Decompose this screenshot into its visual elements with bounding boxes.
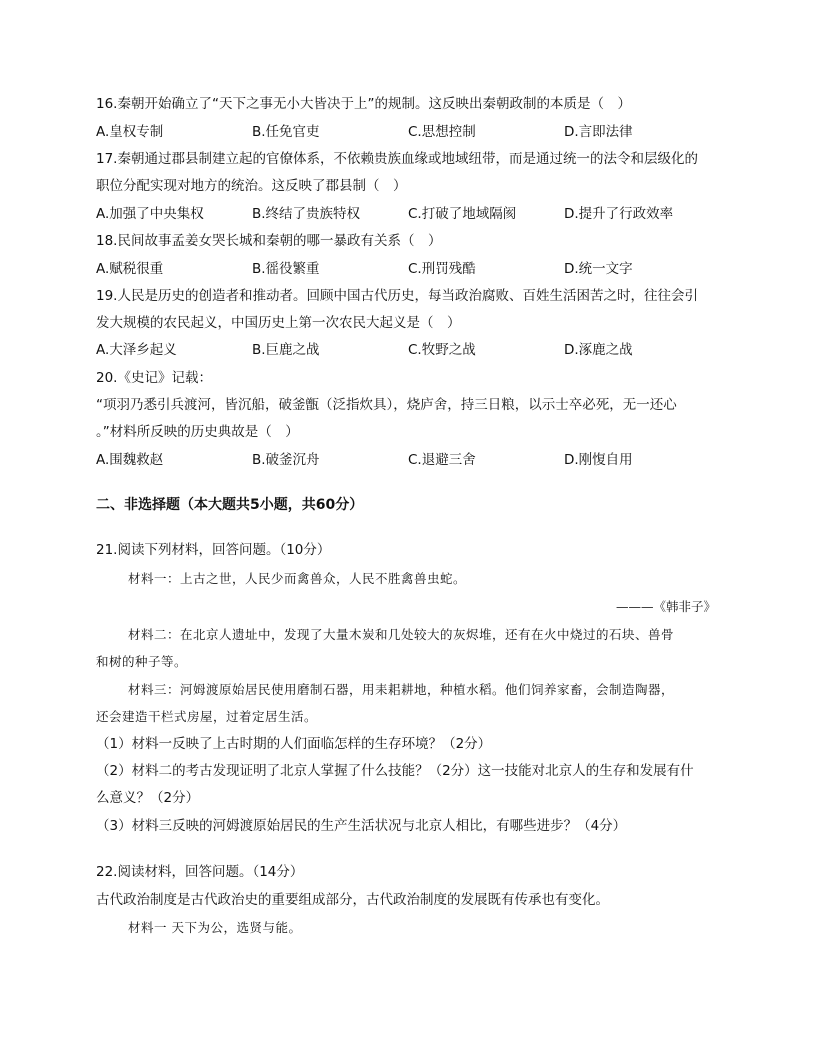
- q21-subquestion-1: （1）材料一反映了上古时期的人们面临怎样的生存环境？（2分）: [96, 736, 492, 752]
- q21-subquestion-3: （3）材料三反映的河姆渡原始居民的生产生活状况与北京人相比，有哪些进步？（4分）: [96, 818, 627, 834]
- q18-stem: 18.民间故事孟姜女哭长城和秦朝的哪一暴政有关系（ ）: [96, 233, 442, 249]
- q21-subquestion-2-line1: （2）材料二的考古发现证明了北京人掌握了什么技能？（2分）这一技能对北京人的生存和发展有什: [96, 763, 694, 779]
- q17-option-d[interactable]: D.提升了行政效率: [564, 206, 674, 222]
- q21-material-3-line2: 还会建造干栏式房屋，过着定居生活。: [96, 709, 318, 724]
- q21-material-1: 材料一：上古之世，人民少而禽兽众，人民不胜禽兽虫蛇。: [128, 571, 467, 586]
- q21-material-3-line1: 材料三：河姆渡原始居民使用磨制石器，用耒耜耕地，种植水稻。他们饲养家畜，会制造陶器，: [128, 682, 675, 697]
- q19-options: [96, 341, 716, 359]
- q19-option-c[interactable]: C.牧野之战: [408, 342, 476, 358]
- q16-option-a[interactable]: A.皇权专制: [96, 124, 164, 140]
- q19-option-d[interactable]: D.涿鹿之战: [564, 342, 633, 358]
- q20-stem-line1: 20.《史记》记载：: [96, 370, 212, 386]
- q19-stem-line1: 19.人民是历史的创造者和推动者。回顾中国古代历史，每当政治腐败、百姓生活困苦之时，往往会引: [96, 288, 698, 304]
- q18-option-a[interactable]: A.赋税很重: [96, 261, 164, 277]
- q16-option-b[interactable]: B.任免官吏: [252, 124, 320, 140]
- q16-option-c[interactable]: C.思想控制: [408, 124, 476, 140]
- q22-intro: 古代政治制度是古代政治史的重要组成部分，古代政治制度的发展既有传承也有变化。: [96, 892, 609, 908]
- q20-option-c[interactable]: C.退避三舍: [408, 452, 476, 468]
- q21-material-1-source: ———《韩非子》: [615, 599, 716, 614]
- q22-material-1: 材料一 天下为公，选贤与能。: [128, 920, 302, 935]
- q20-option-b[interactable]: B.破釜沉舟: [252, 452, 320, 468]
- q20-option-a[interactable]: A.围魏救赵: [96, 452, 164, 468]
- q21-stem: 21.阅读下列材料，回答问题。（10分）: [96, 542, 331, 558]
- q19-stem-line2: 发大规模的农民起义，中国历史上第一次农民大起义是（ ）: [96, 315, 461, 331]
- q20-options: [96, 451, 716, 469]
- q21-material-2-line2: 和树的种子等。: [96, 654, 188, 669]
- q17-option-b[interactable]: B.终结了贵族特权: [252, 206, 361, 222]
- q17-option-c[interactable]: C.打破了地域隔阂: [408, 206, 517, 222]
- q21-subquestion-2-line2: 么意义？（2分）: [96, 790, 200, 806]
- q22-stem: 22.阅读材料，回答问题。（14分）: [96, 864, 304, 880]
- q20-stem-line3: 。”材料所反映的历史典故是（ ）: [96, 424, 299, 440]
- q18-option-d[interactable]: D.统一文字: [564, 261, 633, 277]
- q20-stem-line2: “项羽乃悉引兵渡河，皆沉船，破釜甑（泛指炊具），烧庐舍，持三日粮，以示士卒必死，无一还心: [96, 397, 677, 413]
- q20-option-d[interactable]: D.刚愎自用: [564, 452, 633, 468]
- q17-option-a[interactable]: A.加强了中央集权: [96, 206, 204, 222]
- q17-options: [96, 205, 716, 223]
- section-heading: 二、非选择题（本大题共5小题，共60分）: [96, 497, 364, 513]
- q16-option-d[interactable]: D.言即法律: [564, 124, 633, 140]
- q17-stem-line2: 职位分配实现对地方的统治。这反映了郡县制（ ）: [96, 178, 407, 194]
- q17-stem-line1: 17.秦朝通过郡县制建立起的官僚体系，不依赖贵族血缘或地域纽带，而是通过统一的法令和层级化的: [96, 151, 698, 167]
- q19-option-b[interactable]: B.巨鹿之战: [252, 342, 320, 358]
- q18-option-b[interactable]: B.徭役繁重: [252, 261, 320, 277]
- q21-material-2-line1: 材料二：在北京人遗址中，发现了大量木炭和几处较大的灰烬堆，还有在火中烧过的石块、兽骨: [128, 627, 675, 642]
- q18-options: [96, 260, 716, 278]
- q16-options: [96, 123, 716, 141]
- q19-option-a[interactable]: A.大泽乡起义: [96, 342, 177, 358]
- q16-stem: 16.秦朝开始确立了“天下之事无小大皆决于上”的规制。这反映出秦朝政制的本质是（ ）: [96, 96, 631, 112]
- q18-option-c[interactable]: C.刑罚残酷: [408, 261, 476, 277]
